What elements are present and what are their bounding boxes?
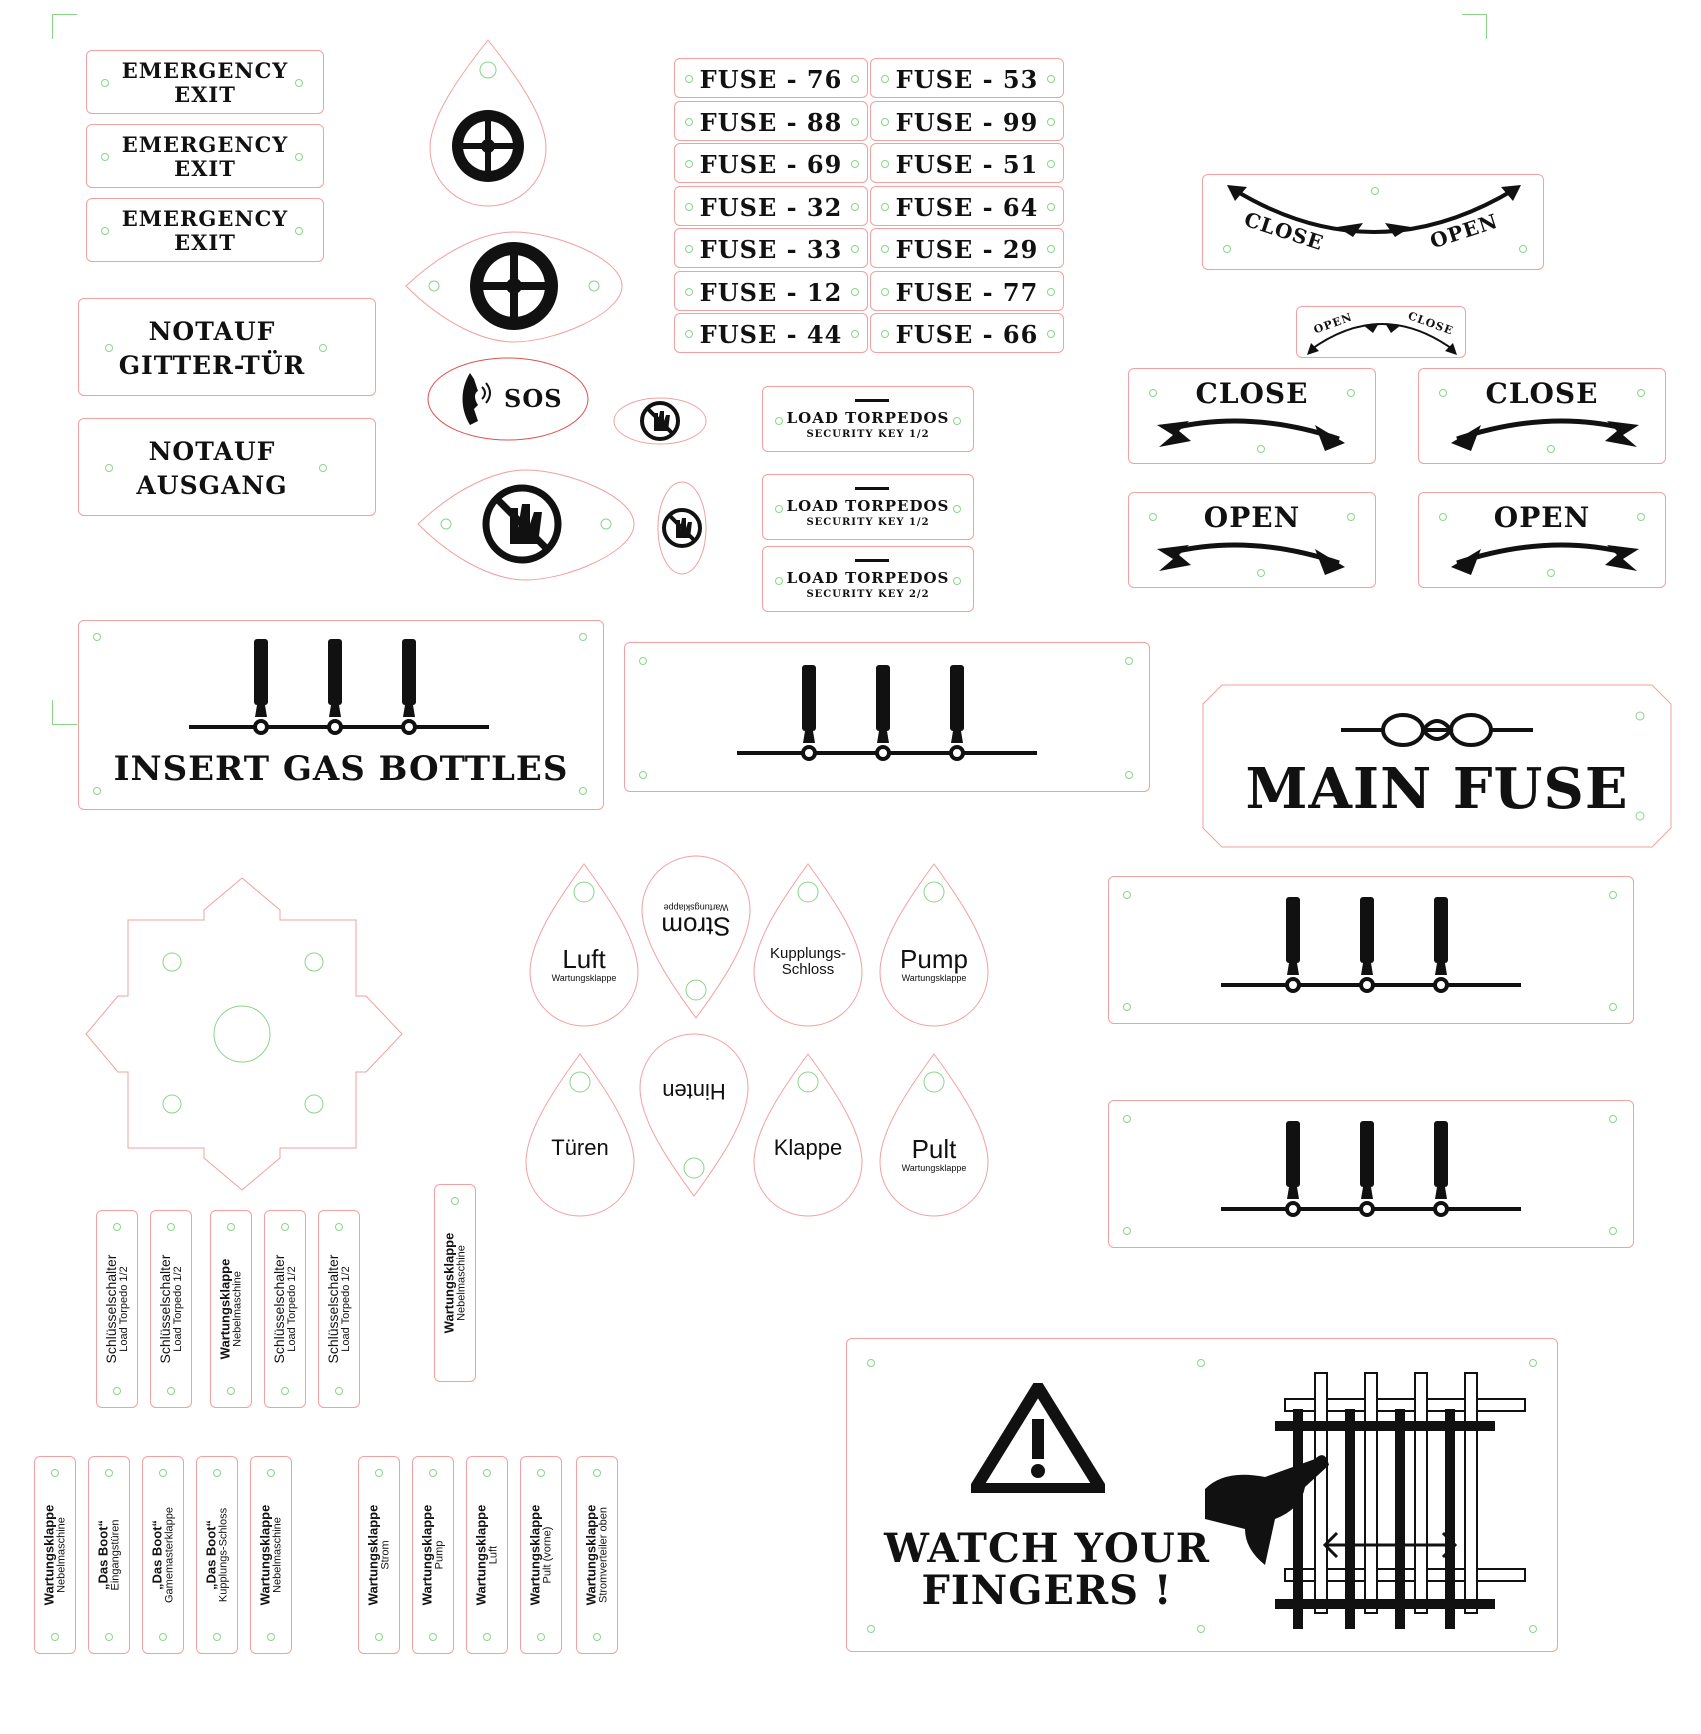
emergency-exit-sign <box>86 198 324 262</box>
warning-triangle-icon <box>971 1383 1105 1493</box>
drop-tag-text <box>638 1080 750 1103</box>
sos-label: SOS <box>504 384 563 413</box>
emergency-exit-label: EMERGENCY EXIT <box>121 58 289 107</box>
fuse-label-tag <box>674 58 868 98</box>
tag-subtitle: Nebelmaschine <box>55 1517 68 1593</box>
insert-gas-bottles-sign <box>78 620 604 810</box>
drop-tag-main: Türen <box>551 1135 609 1160</box>
torpedo-title: LOAD TORPEDOS <box>786 569 950 587</box>
curved-arrow-icon <box>1419 493 1667 589</box>
registration-mark <box>1462 14 1487 39</box>
torpedo-subtitle: SECURITY KEY 1/2 <box>806 429 930 440</box>
gas-bottles-icon <box>737 665 1037 765</box>
open-label: OPEN <box>1311 310 1355 337</box>
fuse-number: FUSE - 64 <box>895 192 1039 222</box>
tag-title: Wartungsklappe <box>527 1504 543 1606</box>
fuse-label-tag <box>674 271 868 311</box>
fuse-number: FUSE - 69 <box>699 150 843 179</box>
watch-line1: WATCH YOUR <box>883 1525 1211 1572</box>
tag-subtitle: Eingangstüren <box>109 1519 122 1591</box>
drop-tag-main: Kupplungs- Schloss <box>770 945 846 978</box>
registration-mark <box>52 14 77 39</box>
vertical-tag <box>412 1456 454 1654</box>
tag-subtitle: Luft <box>487 1545 500 1565</box>
tag-subtitle: Stromverteiler oben <box>597 1507 610 1603</box>
valve-wheel-tag-horizontal <box>404 228 624 348</box>
vertical-tag <box>264 1210 306 1408</box>
notauf-line2: GITTER-TÜR <box>118 351 306 380</box>
tag-title: „Das Boot“ <box>149 1519 165 1591</box>
tag-subtitle: Load Torpedo 1/2 <box>285 1266 298 1352</box>
vertical-tag <box>210 1210 252 1408</box>
drop-tag-text <box>528 946 640 983</box>
drop-tag-sub: Wartungsklappe <box>551 973 617 984</box>
key-icon <box>855 559 889 562</box>
tag-subtitle: Pult (vorne) <box>541 1526 554 1584</box>
no-touch-icon <box>486 488 558 560</box>
valve-wheel-tag-vertical <box>428 38 548 208</box>
fuse-number: FUSE - 88 <box>699 107 843 137</box>
arrow-sign-label: OPEN <box>1203 501 1301 534</box>
close-label: CLOSE <box>1241 206 1327 256</box>
gas-bottles-plate <box>1108 1100 1634 1248</box>
tag-subtitle: Load Torpedo 1/2 <box>171 1266 184 1352</box>
tag-title: „Das Boot“ <box>203 1519 219 1591</box>
fuse-number: FUSE - 32 <box>699 192 843 222</box>
fuse-label-tag <box>870 271 1064 311</box>
tag-title: Schlüsselschalter <box>102 1254 119 1364</box>
tag-title: Wartungsklappe <box>41 1504 57 1606</box>
tag-title: Wartungsklappe <box>419 1504 435 1606</box>
tag-title: Wartungsklappe <box>583 1504 599 1606</box>
vertical-tag <box>358 1456 400 1654</box>
drop-tag-text <box>524 1136 636 1159</box>
fuse-number: FUSE - 66 <box>895 320 1039 349</box>
vertical-tag <box>96 1210 138 1408</box>
drop-tag-sub: Wartungsklappe <box>663 902 729 912</box>
drop-shaped-tag <box>638 1030 750 1198</box>
drop-tag-text <box>752 946 864 978</box>
tag-title: „Das Boot“ <box>95 1519 111 1591</box>
arrow-sign-label: OPEN <box>1493 501 1591 534</box>
gas-bottles-icon <box>1221 897 1521 997</box>
tag-title: Schlüsselschalter <box>324 1254 341 1364</box>
load-torpedos-tag <box>762 546 974 612</box>
vertical-tag <box>34 1456 76 1654</box>
no-touch-tag-vertical <box>656 480 708 576</box>
arrow-sign <box>1418 368 1666 464</box>
close-open-curved-sign <box>1202 174 1544 270</box>
drop-tag-main: Strom <box>661 911 731 942</box>
tag-subtitle: Load Torpedo 1/2 <box>117 1266 130 1352</box>
tag-subtitle: Nebelmaschine <box>231 1271 244 1347</box>
watch-line2: FINGERS ! <box>921 1567 1173 1614</box>
fuse-label-tag <box>674 313 868 353</box>
curved-arrow-icon <box>1419 369 1667 465</box>
tag-title: Wartungsklappe <box>257 1504 273 1606</box>
fuse-label-tag <box>870 228 1064 268</box>
drop-tag-sub: Wartungsklappe <box>901 973 967 984</box>
drop-tag-main: Hinten <box>662 1079 726 1105</box>
tag-subtitle: Gamemasterklappe <box>163 1507 176 1603</box>
vertical-tag <box>318 1210 360 1408</box>
tag-title: Wartungsklappe <box>365 1504 381 1606</box>
drop-tag-text <box>878 946 990 983</box>
drop-tag-main: Luft <box>562 944 606 974</box>
valve-wheel-icon <box>470 242 558 330</box>
fuse-number: FUSE - 77 <box>895 277 1039 307</box>
tag-subtitle: Strom <box>379 1540 392 1570</box>
fuse-number: FUSE - 76 <box>699 65 843 94</box>
vertical-tag <box>250 1456 292 1654</box>
gas-bottles-plate <box>624 642 1150 792</box>
fuse-label-tag <box>870 313 1064 353</box>
close-label: CLOSE <box>1406 309 1456 338</box>
torpedo-title: LOAD TORPEDOS <box>786 497 950 515</box>
insert-gas-label: INSERT GAS BOTTLES <box>113 749 569 789</box>
tag-subtitle: Nebelmaschine <box>271 1517 284 1593</box>
fuse-label-tag <box>674 186 868 226</box>
fuse-label-tag <box>870 143 1064 183</box>
emergency-exit-sign <box>86 124 324 188</box>
arrow-sign-label: CLOSE <box>1195 377 1309 410</box>
tag-subtitle: Load Torpedo 1/2 <box>339 1266 352 1352</box>
torpedo-subtitle: SECURITY KEY 1/2 <box>806 517 930 528</box>
drop-tag-text <box>878 1136 990 1173</box>
vertical-tag <box>466 1456 508 1654</box>
emergency-exit-label: EMERGENCY EXIT <box>121 132 289 181</box>
load-torpedos-tag <box>762 386 974 452</box>
drop-tag-text <box>640 902 752 942</box>
arrow-sign <box>1418 492 1666 588</box>
emergency-exit-label: EMERGENCY EXIT <box>121 206 289 255</box>
drop-tag-sub: Wartungsklappe <box>901 1163 967 1174</box>
curved-arrow-icon <box>1129 493 1377 589</box>
gas-bottles-icon <box>189 639 489 739</box>
vertical-tag <box>576 1456 618 1654</box>
vertical-tag <box>150 1210 192 1408</box>
open-label: OPEN <box>1427 208 1501 254</box>
drop-tag-text <box>752 1136 864 1159</box>
notauf-gitter-sign <box>78 298 376 396</box>
fuse-number: FUSE - 99 <box>895 107 1039 137</box>
fuse-number: FUSE - 53 <box>895 65 1039 94</box>
notauf-line1: NOTAUF <box>148 317 276 346</box>
tag-subtitle: Kupplungs-Schloss <box>217 1507 230 1603</box>
gas-bottles-plate <box>1108 876 1634 1024</box>
main-fuse-label: MAIN FUSE <box>1245 756 1629 822</box>
fuse-label-tag <box>674 101 868 141</box>
vertical-tag <box>142 1456 184 1654</box>
drop-tag-main: Pult <box>911 1134 957 1164</box>
tag-subtitle: Pump <box>433 1540 446 1570</box>
key-icon <box>855 487 889 490</box>
tag-title: Schlüsselschalter <box>156 1254 173 1364</box>
drop-tag-main: Pump <box>900 944 968 974</box>
fuse-label-tag <box>870 58 1064 98</box>
no-touch-tag-small <box>612 396 708 446</box>
no-touch-icon <box>642 403 678 439</box>
fuse-label-tag <box>870 186 1064 226</box>
torpedo-title: LOAD TORPEDOS <box>786 409 950 427</box>
emergency-exit-sign <box>86 50 324 114</box>
curved-arrow-icon <box>1129 369 1377 465</box>
fuse-number: FUSE - 51 <box>895 150 1039 179</box>
open-close-small-sign <box>1296 306 1466 358</box>
tag-title: Wartungsklappe <box>473 1504 489 1606</box>
load-torpedos-tag <box>762 474 974 540</box>
arrow-sign-label: CLOSE <box>1485 377 1599 410</box>
arrow-sign <box>1128 368 1376 464</box>
registration-mark <box>52 700 77 725</box>
tag-subtitle: Nebelmaschine <box>455 1245 468 1321</box>
fuse-number: FUSE - 44 <box>699 320 843 349</box>
tag-title: Wartungsklappe <box>217 1258 233 1360</box>
no-touch-tag-large <box>416 466 636 584</box>
vertical-tag <box>434 1184 476 1382</box>
tag-title: Schlüsselschalter <box>270 1254 287 1364</box>
key-icon <box>855 399 889 402</box>
vertical-tag <box>88 1456 130 1654</box>
tag-title: Wartungsklappe <box>441 1232 457 1334</box>
notauf-ausgang-sign <box>78 418 376 516</box>
fuse-label-tag <box>674 228 868 268</box>
gas-bottles-icon <box>1221 1121 1521 1221</box>
notauf-line1: NOTAUF <box>148 437 276 466</box>
torpedo-subtitle: SECURITY KEY 2/2 <box>806 589 930 600</box>
vertical-tag <box>520 1456 562 1654</box>
fuse-label-tag <box>870 101 1064 141</box>
fuse-label-tag <box>674 143 868 183</box>
drop-tag-main: Klappe <box>773 1135 843 1160</box>
fuse-number: FUSE - 12 <box>699 277 843 307</box>
notauf-line2: AUSGANG <box>136 471 288 500</box>
vertical-tag <box>196 1456 238 1654</box>
hand-in-grate-icon <box>1205 1369 1545 1629</box>
cross-mount-plate <box>84 876 404 1192</box>
fuse-number: FUSE - 29 <box>895 235 1039 264</box>
valve-wheel-icon <box>452 110 524 182</box>
no-touch-icon <box>664 510 700 546</box>
arrow-sign <box>1128 492 1376 588</box>
fuse-number: FUSE - 33 <box>699 235 843 264</box>
watch-fingers-sign <box>846 1338 1558 1652</box>
